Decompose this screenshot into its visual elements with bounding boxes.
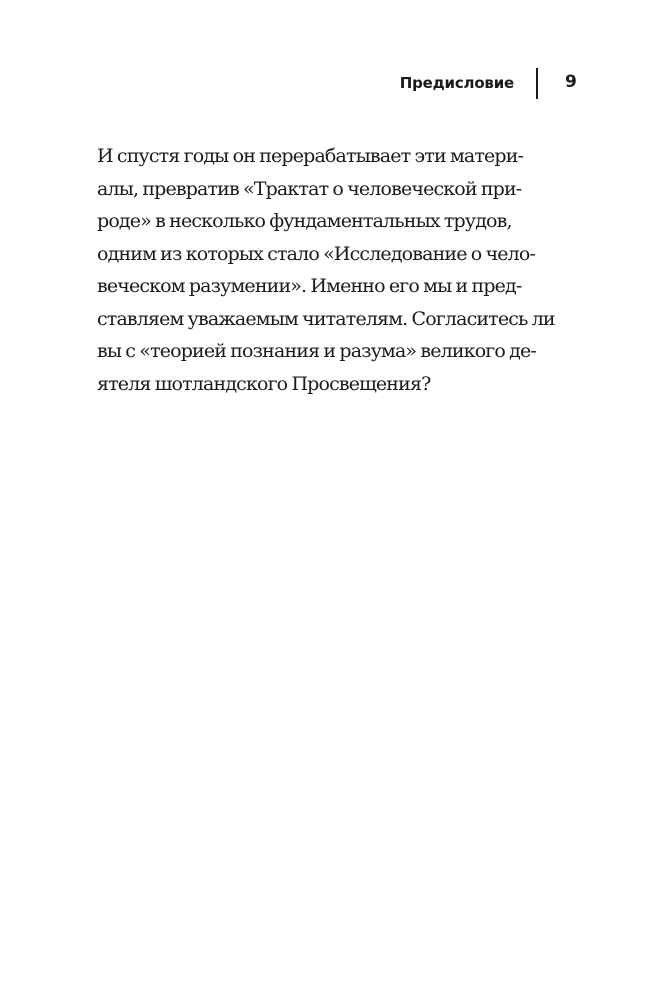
page-number: 9 — [565, 72, 577, 92]
text-line: веческом разумении». Именно его мы и пред- — [97, 275, 522, 297]
text-line: ятеля шотландского Просвещения? — [97, 372, 431, 395]
text-line: алы, превратив «Трактат о человеческой при- — [97, 177, 522, 200]
text-line: ставляем уважаемым читателям. Согласитесь ли — [97, 307, 555, 330]
text-line: роде» в несколько фундаментальных трудов, — [97, 210, 512, 232]
body-paragraph — [97, 140, 555, 400]
section-title: Предисловие — [399, 74, 514, 92]
text-line: одним из которых стало «Исследование о чело- — [97, 242, 536, 265]
header-divider — [536, 68, 538, 99]
running-head — [0, 68, 669, 100]
text-line: И спустя годы он перерабатывает эти матери- — [97, 145, 524, 167]
text-line: вы с «теорией познания и разума» великого де- — [97, 340, 536, 362]
